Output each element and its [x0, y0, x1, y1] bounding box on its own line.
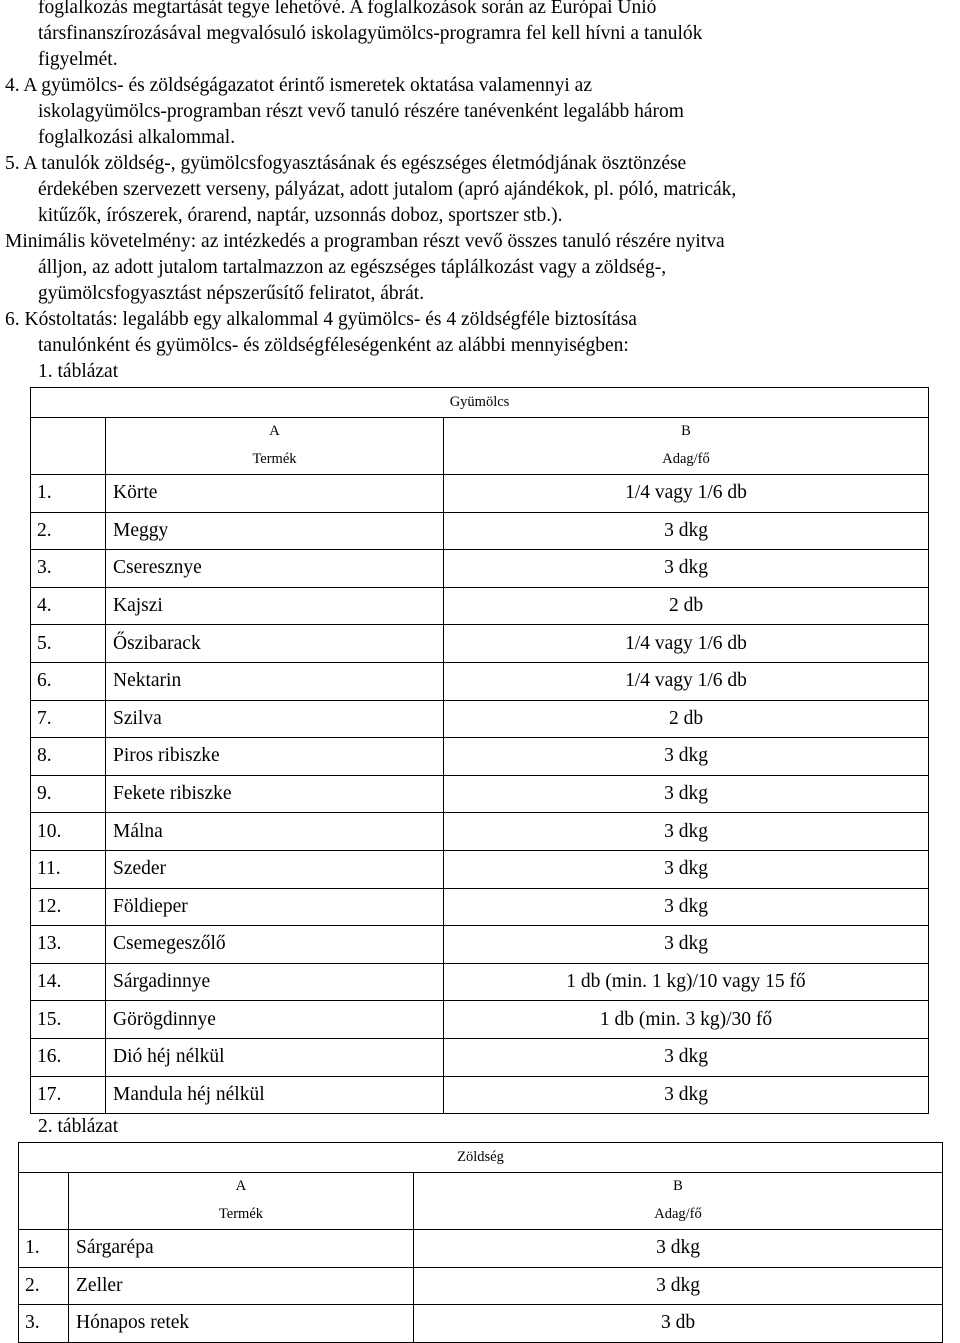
- row-number: 9.: [31, 775, 106, 813]
- portion-value: 3 dkg: [444, 512, 929, 550]
- table-row: [19, 1230, 943, 1268]
- paragraph-line: 5. A tanulók zöldség-, gyümölcsfogyasztásának és egészséges életmódjának ösztönzése: [5, 153, 687, 174]
- row-number: 2.: [19, 1267, 69, 1305]
- paragraph-line: kitűzők, írószerek, órarend, naptár, uzsonnás doboz, sportszer stb.).: [38, 205, 563, 226]
- row-number: 14.: [31, 963, 106, 1001]
- table-row: [31, 850, 929, 888]
- row-number: 4.: [31, 587, 106, 625]
- table-row: [31, 963, 929, 1001]
- product-name: Görögdinnye: [106, 1001, 444, 1039]
- portion-value: 3 dkg: [414, 1230, 943, 1268]
- paragraph-line: gyümölcsfogyasztást népszerűsítő feliratot, ábrát.: [38, 283, 425, 304]
- col-a-label: Termék: [69, 1201, 414, 1230]
- paragraph-line: foglalkozás megtartását tegye lehetővé. A foglalkozások során az Európai Unió: [38, 0, 657, 18]
- paragraph-line: iskolagyümölcs-programban részt vevő tanuló részére tanévenként legalább három: [38, 101, 684, 122]
- col-b-header: B: [444, 418, 929, 446]
- portion-value: 3 dkg: [444, 550, 929, 588]
- table-row: [31, 512, 929, 550]
- paragraph-line: 6. Kóstoltatás: legalább egy alkalommal 4 gyümölcs- és 4 zöldségféle biztosítása: [5, 309, 637, 330]
- product-name: Őszibarack: [106, 625, 444, 663]
- col-b-label: Adag/fő: [414, 1201, 943, 1230]
- vegetable-table: [18, 1142, 943, 1343]
- portion-value: 1 db (min. 1 kg)/10 vagy 15 fő: [444, 963, 929, 1001]
- table-row: [19, 1267, 943, 1305]
- row-number: 3.: [31, 550, 106, 588]
- portion-value: 3 dkg: [444, 813, 929, 851]
- portion-value: 1/4 vagy 1/6 db: [444, 475, 929, 513]
- product-name: Mandula héj nélkül: [106, 1076, 444, 1114]
- col-a-header: A: [106, 418, 444, 446]
- paragraph-line: figyelmét.: [38, 49, 118, 70]
- product-name: Dió héj nélkül: [106, 1038, 444, 1076]
- portion-value: 3 dkg: [444, 850, 929, 888]
- product-name: Cseresznye: [106, 550, 444, 588]
- paragraph-line: Minimális követelmény: az intézkedés a programban részt vevő összes tanuló részére nyitva: [5, 231, 725, 252]
- portion-value: 1/4 vagy 1/6 db: [444, 625, 929, 663]
- table-row: [31, 738, 929, 776]
- portion-value: 3 dkg: [444, 1038, 929, 1076]
- product-name: Szeder: [106, 850, 444, 888]
- portion-value: 3 dkg: [444, 738, 929, 776]
- row-number: 5.: [31, 625, 106, 663]
- table-row: [31, 926, 929, 964]
- product-name: Körte: [106, 475, 444, 513]
- portion-value: 2 db: [444, 700, 929, 738]
- table-row: [31, 775, 929, 813]
- row-number: 17.: [31, 1076, 106, 1114]
- portion-value: 3 db: [414, 1305, 943, 1343]
- portion-value: 3 dkg: [414, 1267, 943, 1305]
- paragraph-line: tanulónként és gyümölcs- és zöldségféleségenként az alábbi mennyiségben:: [38, 335, 629, 356]
- product-name: Sárgarépa: [69, 1230, 414, 1268]
- col-b-label: Adag/fő: [444, 446, 929, 475]
- row-number: 8.: [31, 738, 106, 776]
- table-row: [31, 1076, 929, 1114]
- paragraph-line: 4. A gyümölcs- és zöldségágazatot érintő ismeretek oktatása valamennyi az: [5, 75, 592, 96]
- row-number: 1.: [19, 1230, 69, 1268]
- row-number: 10.: [31, 813, 106, 851]
- table-row: [31, 475, 929, 513]
- product-name: Zeller: [69, 1267, 414, 1305]
- row-number: 2.: [31, 512, 106, 550]
- portion-value: 2 db: [444, 587, 929, 625]
- row-number: 15.: [31, 1001, 106, 1039]
- paragraph-line: álljon, az adott jutalom tartalmazzon az egészséges táplálkozást vagy a zöldség-,: [38, 257, 667, 278]
- table1-caption: 1. táblázat: [38, 361, 119, 382]
- product-name: Hónapos retek: [69, 1305, 414, 1343]
- portion-value: 3 dkg: [444, 1076, 929, 1114]
- table-row: [31, 813, 929, 851]
- product-name: Szilva: [106, 700, 444, 738]
- portion-value: 3 dkg: [444, 888, 929, 926]
- table-row: [19, 1305, 943, 1343]
- col-a-label: Termék: [106, 446, 444, 475]
- table-row: [31, 662, 929, 700]
- product-name: Nektarin: [106, 662, 444, 700]
- row-number: 16.: [31, 1038, 106, 1076]
- product-name: Málna: [106, 813, 444, 851]
- portion-value: 3 dkg: [444, 775, 929, 813]
- product-name: Piros ribiszke: [106, 738, 444, 776]
- paragraph-line: társfinanszírozásával megvalósuló iskolagyümölcs-programra fel kell hívni a tanulók: [38, 23, 703, 44]
- table-row: [31, 1001, 929, 1039]
- product-name: Kajszi: [106, 587, 444, 625]
- product-name: Csemegeszőlő: [106, 926, 444, 964]
- product-name: Fekete ribiszke: [106, 775, 444, 813]
- portion-value: 1 db (min. 3 kg)/30 fő: [444, 1001, 929, 1039]
- product-name: Sárgadinnye: [106, 963, 444, 1001]
- table-row: [31, 587, 929, 625]
- row-number: 7.: [31, 700, 106, 738]
- fruit-table: [30, 387, 929, 1114]
- row-number: 6.: [31, 662, 106, 700]
- row-number: 3.: [19, 1305, 69, 1343]
- product-name: Földieper: [106, 888, 444, 926]
- table-row: [31, 550, 929, 588]
- vegetable-table-title: Zöldség: [19, 1143, 943, 1173]
- table-row: [31, 1038, 929, 1076]
- fruit-table-title: Gyümölcs: [31, 388, 929, 418]
- paragraph-line: foglalkozási alkalommal.: [38, 127, 236, 148]
- table2-caption: 2. táblázat: [38, 1116, 119, 1137]
- paragraph-line: érdekében szervezett verseny, pályázat, adott jutalom (apró ajándékok, pl. póló, matricák,: [38, 179, 737, 200]
- row-number: 1.: [31, 475, 106, 513]
- row-number: 11.: [31, 850, 106, 888]
- product-name: Meggy: [106, 512, 444, 550]
- table-row: [31, 700, 929, 738]
- col-a-header: A: [69, 1173, 414, 1201]
- row-number: 12.: [31, 888, 106, 926]
- table-row: [31, 625, 929, 663]
- row-number: 13.: [31, 926, 106, 964]
- table-row: [31, 888, 929, 926]
- portion-value: 1/4 vagy 1/6 db: [444, 662, 929, 700]
- portion-value: 3 dkg: [444, 926, 929, 964]
- col-b-header: B: [414, 1173, 943, 1201]
